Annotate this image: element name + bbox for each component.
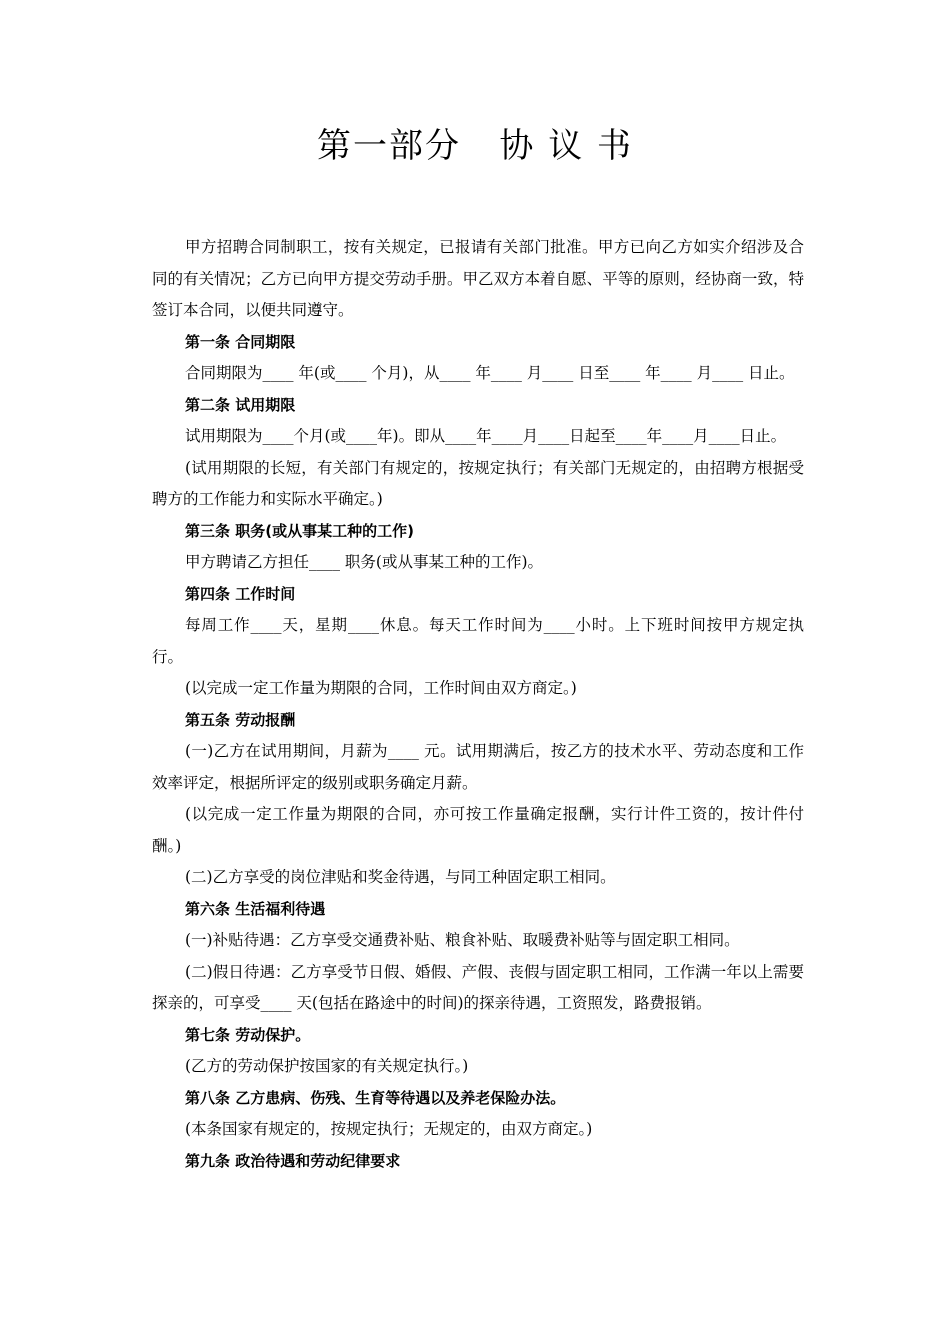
article-9-heading: 第九条 政治待遇和劳动纪律要求 [185,1151,401,1170]
article-5-paragraph-1: (一)乙方在试用期间，月薪为____ 元。试用期满后，按乙方的技术水平、劳动态度和工作效率评定，根据所评定的级别或职务确定月薪。 [152,742,804,792]
article-7-heading: 第七条 劳动保护。 [185,1025,311,1044]
article-1-heading: 第一条 合同期限 [185,332,296,351]
article-5-heading: 第五条 劳动报酬 [185,710,296,729]
article-4-paragraph-2: (以完成一定工作量为期限的合同，工作时间由双方商定。) [185,679,577,697]
article-8-heading: 第八条 乙方患病、伤残、生育等待遇以及养老保险办法。 [185,1088,566,1107]
article-6-paragraph-1: (一)补贴待遇：乙方享受交通费补贴、粮食补贴、取暖费补贴等与固定职工相同。 [185,931,740,949]
article-3-heading: 第三条 职务(或从事某工种的工作) [185,521,414,540]
article-2-paragraph-2: (试用期限的长短，有关部门有规定的，按规定执行；有关部门无规定的，由招聘方根据受聘方的工作能力和实际水平确定。) [152,458,804,508]
document-body [152,232,804,1177]
article-8-paragraph: (本条国家有规定的，按规定执行；无规定的，由双方商定。) [185,1120,593,1138]
intro-paragraph: 甲方招聘合同制职工，按有关规定，已报请有关部门批准。甲方已向乙方如实介绍涉及合同的有关情况；乙方已向甲方提交劳动手册。甲乙双方本着自愿、平等的原则，经协商一致，特签订本合同，以便共同遵守。 [152,238,804,319]
article-6-heading: 第六条 生活福利待遇 [185,899,326,918]
article-2-paragraph-1: 试用期限为____个月(或____年)。即从____年____月____日起至____年____月____日止。 [185,427,787,445]
article-3-paragraph: 甲方聘请乙方担任____ 职务(或从事某工种的工作)。 [185,553,544,571]
article-4-heading: 第四条 工作时间 [185,584,296,603]
article-2-heading: 第二条 试用期限 [185,395,296,414]
article-1-paragraph: 合同期限为____ 年(或____ 个月)，从____ 年____ 月____ 日至____ 年____ 月____ 日止。 [185,364,795,382]
article-7-paragraph: (乙方的劳动保护按国家的有关规定执行。) [185,1057,469,1075]
article-5-paragraph-3: (二)乙方享受的岗位津贴和奖金待遇，与同工种固定职工相同。 [185,868,616,886]
document-title: 第一部分 协 议 书 [316,126,634,166]
article-6-paragraph-2: (二)假日待遇：乙方享受节日假、婚假、产假、丧假与固定职工相同，工作满一年以上需要探亲的，可享受____ 天(包括在路途中的时间)的探亲待遇，工资照发，路费报销。 [152,962,804,1012]
article-4-paragraph-1: 每周工作____天，星期____休息。每天工作时间为____小时。上下班时间按甲方规定执行。 [152,616,804,666]
article-5-paragraph-2: (以完成一定工作量为期限的合同，亦可按工作量确定报酬，实行计件工资的，按计件付酬。) [152,805,804,855]
